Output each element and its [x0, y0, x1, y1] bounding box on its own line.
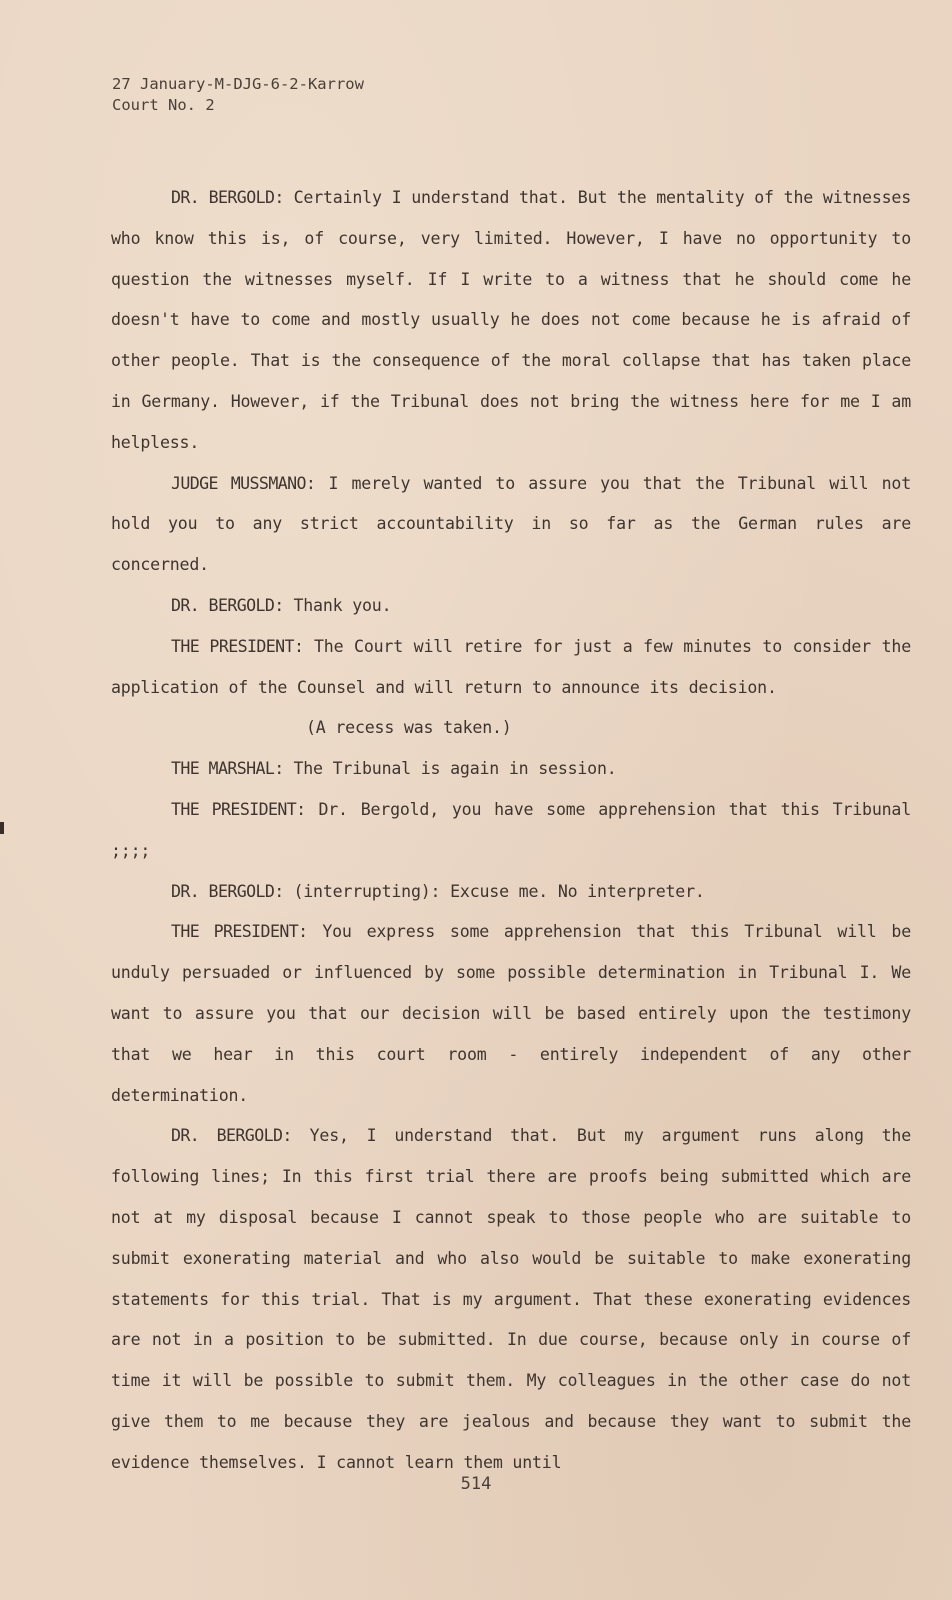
speaker-label: THE PRESIDENT:: [171, 799, 306, 819]
transcript-paragraph: [111, 464, 911, 586]
paragraph-text: The Court will retire for just a few minutes to consider the application of the Counsel and will return to announce its decision.: [111, 636, 911, 697]
paragraph-text: The Tribunal is again in session.: [283, 759, 617, 779]
speaker-label: DR. BERGOLD:: [171, 881, 284, 901]
paragraph-text: Yes, I understand that. But my argument runs along the following lines; In this first trial there are proofs being submitted which are not at my disposal because I cannot speak to those people who are suitable to submit exonerating material and who also would be suitable to make exonerating statements for this trial. That is my argument. That these exonerating evidences are not in a position to be submitted. In due course, because only in course of time it will be possible to submit them. My colleagues in the other case do not give them to me because they are jealous and because they want to submit the evidence themselves. I cannot learn them until: [111, 1126, 911, 1472]
paragraph-text: (A recess was taken.): [306, 718, 512, 738]
transcript-paragraph: [111, 749, 911, 790]
recess-note: [111, 708, 911, 749]
paragraph-text: Dr. Bergold, you have some apprehension that this Tribunal ;;;;: [111, 799, 911, 860]
transcript-paragraph: [111, 872, 911, 913]
binding-mark: [0, 822, 4, 834]
paragraph-text: Thank you.: [283, 595, 392, 615]
header-reference: 27 January-M-DJG-6-2-Karrow: [112, 75, 364, 93]
paragraph-text: You express some apprehension that this Tribunal will be unduly persuaded or influenced by some possible determination in Tribunal I. We want to assure you that our decision will be based entirely upon the testimony that we hear in this court room - entirely independent of any other determination.: [111, 922, 911, 1105]
speaker-label: THE PRESIDENT:: [171, 636, 304, 656]
paragraph-text: Certainly I understand that. But the mentality of the witnesses who know this is, of course, very limited. However, I have no opportunity to question the witnesses myself. If I write to a witness that he should come he doesn't have to come and mostly usually he does not come because he is afraid of other people. That is the consequence of the moral collapse that has taken place in Germany. However, if the Tribunal does not bring the witness here for me I am helpless.: [111, 188, 912, 452]
transcript-paragraph: [111, 178, 911, 464]
speaker-label: DR. BERGOLD:: [171, 595, 284, 615]
paragraph-text: I merely wanted to assure you that the Tribunal will not hold you to any strict accountability in so far as the German rules are concerned.: [111, 473, 911, 575]
speaker-label: DR. BERGOLD:: [171, 1126, 292, 1146]
transcript-paragraph: [111, 912, 911, 1116]
transcript-paragraph: [111, 1116, 911, 1483]
transcript-paragraph: [111, 790, 911, 872]
transcript-paragraph: [111, 586, 911, 627]
page-number: 514: [460, 1474, 492, 1494]
transcript-body: [111, 178, 911, 1484]
transcript-paragraph: [111, 627, 911, 709]
header-court: Court No. 2: [112, 96, 215, 114]
speaker-label: DR. BERGOLD:: [171, 188, 284, 207]
paragraph-text: (interrupting): Excuse me. No interpreter.: [283, 881, 705, 901]
document-header: [112, 74, 364, 116]
speaker-label: THE MARSHAL:: [171, 759, 284, 779]
speaker-label: THE PRESIDENT:: [171, 922, 308, 942]
speaker-label: JUDGE MUSSMANO:: [171, 473, 316, 493]
